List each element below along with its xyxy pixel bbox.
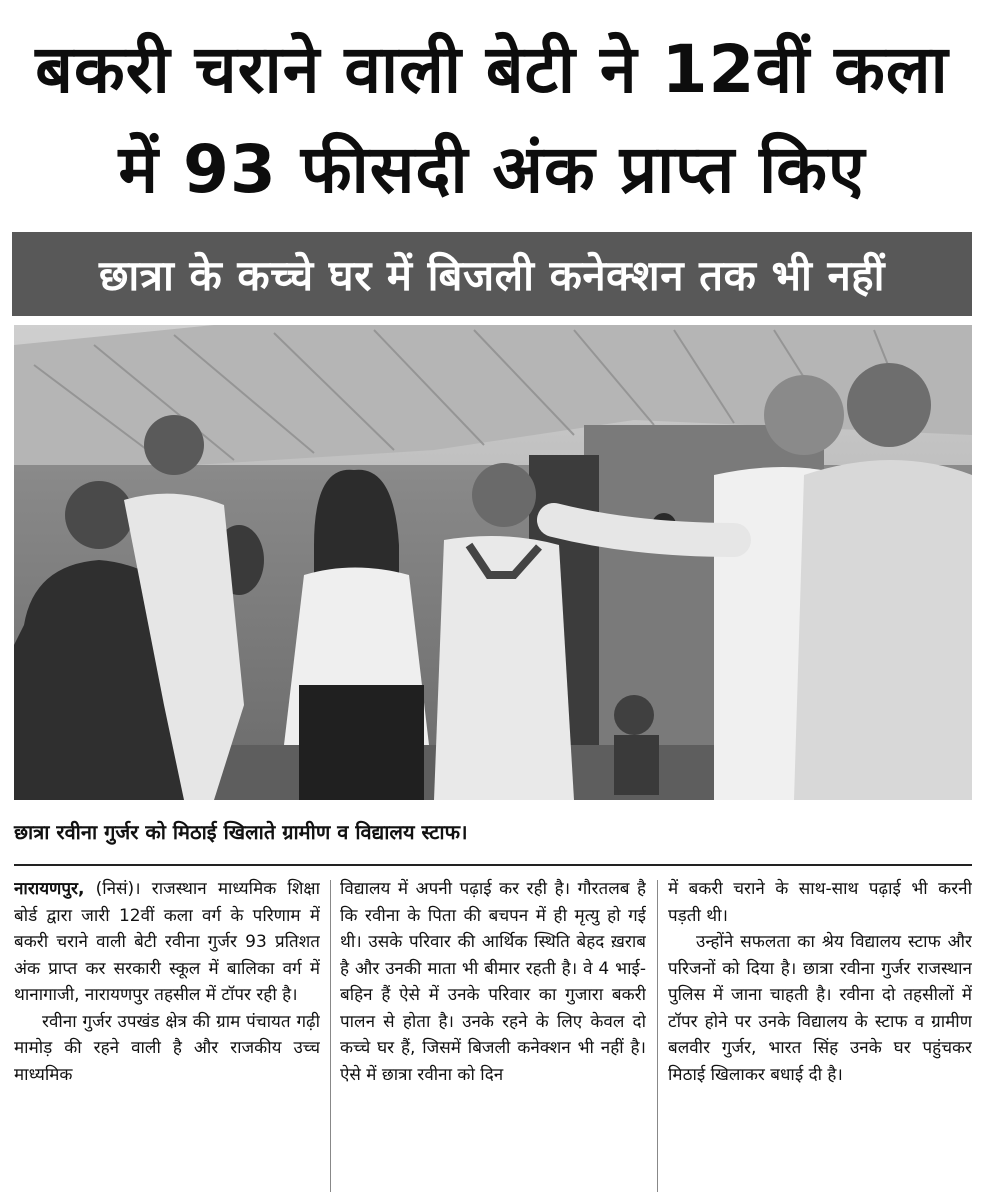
article-paragraph: रवीना गुर्जर उपखंड क्षेत्र की ग्राम पंचायत गढ़ी मामोड़ की रहने वाली है और राजकीय उच्च माध्यमिक: [14, 1011, 320, 1085]
subheadline-text: छात्रा के कच्चे घर में बिजली कनेक्शन तक भी नहीं: [98, 250, 885, 300]
headline-line-2: में 93 फीसदी अंक प्राप्त किए: [118, 131, 866, 208]
caption-divider: [14, 864, 972, 866]
photo-villagers-house-icon: [14, 325, 972, 800]
column-divider: [657, 880, 658, 1192]
article-column-3: [668, 876, 972, 1194]
article-paragraph: विद्यालय में अपनी पढ़ाई कर रही है। गौरतलब है कि रवीना के पिता की बचपन में ही मृत्यु हो गई थी। उसके परिवार की आर्थिक स्थिति बेहद ख़राब है और उनकी माता भी बीमार रहती है। वे 4 भाई-बहिन हैं ऐसे में उनके परिवार का गुजारा बकरी पालन से होता है। उनके रहने के लिए केवल दो कच्चे घर हैं, जिसमें बिजली कनेक्शन भी नहीं है। ऐसे में छात्रा रवीना को दिन: [340, 879, 646, 1085]
subheadline-bar: [12, 232, 972, 316]
article-column-2: [340, 876, 646, 1194]
paragraph-text: (निसं)। राजस्थान माध्यमिक शिक्षा बोर्ड द्वारा जारी 12वीं कला वर्ग के परिणाम में बकरी चराने वाली बेटी रवीना गुर्जर 93 प्रतिशत अंक प्राप्त कर सरकारी स्कूल में बालिका वर्ग में थानागाजी, नारायणपुर तहसील में टॉपर रही है।: [14, 879, 320, 1005]
column-divider: [330, 880, 331, 1192]
photo-caption: छात्रा रवीना गुर्जर को मिठाई खिलाते ग्रामीण व विद्यालय स्टाफ।: [14, 820, 468, 844]
article-paragraph: [14, 876, 320, 1009]
headline-line-1: बकरी चराने वाली बेटी ने 12वीं कला: [35, 31, 949, 108]
news-photo: [14, 325, 972, 800]
article-paragraph: में बकरी चराने के साथ-साथ पढ़ाई भी करनी पड़ती थी।: [668, 879, 972, 926]
article-paragraph: उन्होंने सफलता का श्रेय विद्यालय स्टाफ और परिजनों को दिया है। छात्रा रवीना गुर्जर राजस्थान पुलिस में जाना चाहती है। रवीना दो तहसीलों में टॉपर होने पर उनके विद्यालय के स्टाफ व ग्रामीण बलवीर गुर्जर, भारत सिंह उनके घर पहुंचकर मिठाई खिलाकर बधाई दी है।: [668, 932, 972, 1085]
dateline: नारायणपुर,: [14, 879, 85, 899]
article-column-1: [14, 876, 320, 1194]
